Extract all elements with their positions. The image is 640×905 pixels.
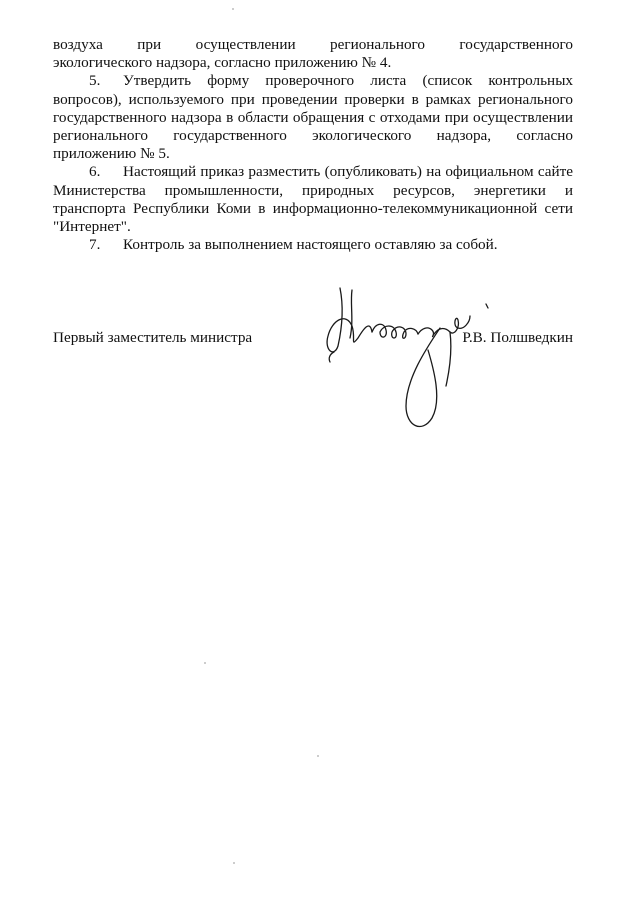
paragraph-item-6 [53,163,573,236]
paragraph-item-7 [53,236,573,254]
scan-speck [204,662,206,664]
item-number: 6. [89,163,101,181]
handwritten-signature [300,268,520,443]
document-body [53,36,573,254]
item-number: 7. [89,236,101,254]
signatory-title: Первый заместитель министра [53,329,253,346]
item-text: Утвердить форму проверочного листа (список контрольных вопросов), используемого при проведении проверки в рамках регионального государственного надзора в области обращения с отходами при осуществлении регионального государственного экологического надзора, согласно приложению № 5. [53,72,573,163]
scan-speck [232,8,234,10]
paragraph-item-5 [53,72,573,163]
paragraph-line: воздуха при осуществлении регионального государственного [53,36,573,53]
item-number: 5. [89,72,101,90]
paragraph-4-continuation [53,36,573,72]
signatory-name: Р.В. Полшведкин [462,329,573,346]
scan-speck [233,862,235,864]
item-text: Настоящий приказ разместить (опубликовать) на официальном сайте Министерства промышленности, природных ресурсов, энергетики и транспорта Республики Коми в информационно-телекоммуникационной сети "Интернет". [53,163,573,236]
item-text: Контроль за выполнением настоящего оставляю за собой. [123,236,498,254]
scan-speck [317,755,319,757]
paragraph-line: экологического надзора, согласно приложению № 4. [53,54,392,72]
